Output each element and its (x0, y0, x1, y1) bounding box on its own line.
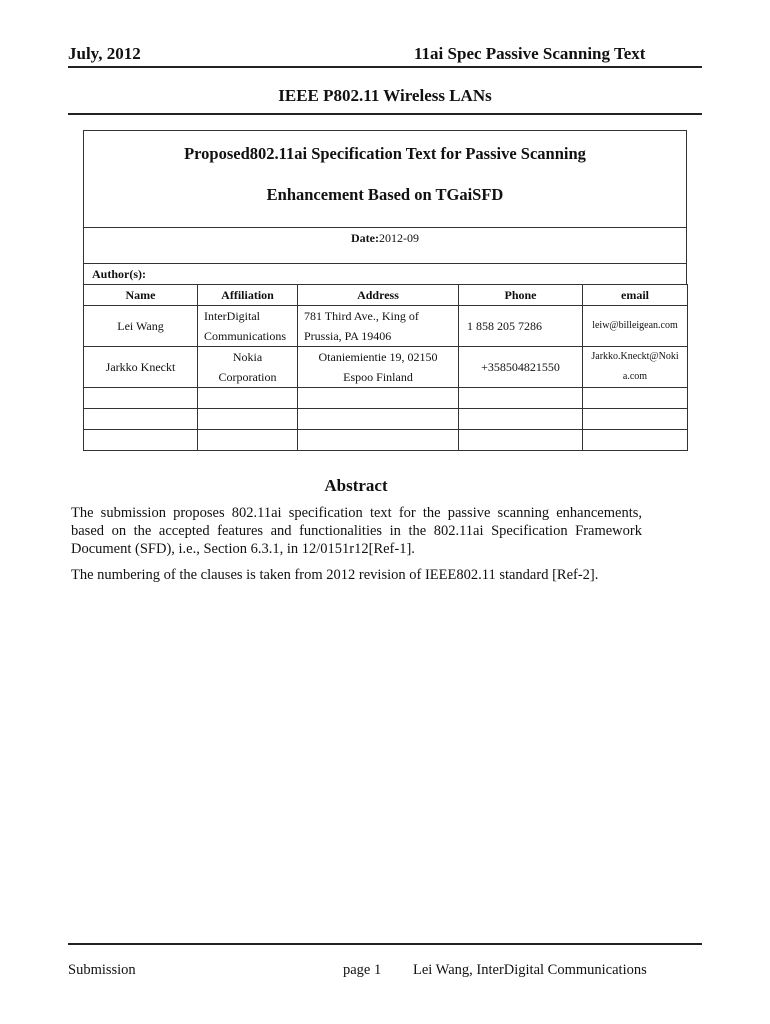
col-header-name: Name (84, 285, 198, 306)
table-row (84, 347, 688, 388)
empty-table-row (84, 409, 688, 430)
footer-divider (68, 943, 702, 945)
author-affiliation (198, 347, 298, 388)
author-affiliation (198, 306, 298, 347)
empty-cell (583, 409, 688, 430)
empty-cell (298, 430, 459, 451)
header-doc-title: 11ai Spec Passive Scanning Text (414, 44, 646, 63)
empty-table-row (84, 388, 688, 409)
date-value: 2012-09 (378, 231, 419, 245)
col-header-email: email (583, 285, 688, 306)
date-label: Date: (351, 231, 379, 245)
document-title-line2: Enhancement Based on TGaiSFD (266, 185, 504, 204)
affiliation-line: InterDigital (204, 309, 260, 323)
author-address (298, 347, 459, 388)
email-line: Jarkko.Kneckt@Noki (591, 351, 679, 362)
organization-divider (68, 113, 702, 115)
empty-cell (198, 430, 298, 451)
address-line: 781 Third Ave., King of (304, 309, 419, 323)
col-header-phone: Phone (459, 285, 583, 306)
empty-cell (198, 388, 298, 409)
footer-author: Lei Wang, InterDigital Communications (413, 962, 647, 978)
date-line (84, 231, 686, 246)
footer-page-number: page 1 (343, 962, 382, 978)
abstract-heading: Abstract (324, 476, 388, 495)
email-line: a.com (622, 371, 648, 382)
organization-title: IEEE P802.11 Wireless LANs (278, 86, 492, 105)
authors-table-header (84, 285, 688, 306)
date-block (83, 227, 687, 264)
author-address (298, 306, 459, 347)
header-date: July, 2012 (68, 44, 141, 63)
author-email[interactable] (583, 347, 688, 388)
abstract-paragraph-1: The submission proposes 802.11ai specification text for the passive scanning enhancements, based on the accepted features and functionalities in the 802.11ai Specification Framework Document (SFD), i.e., Section 6.3.1, in 12/0151r12[Ref-1]. (71, 505, 642, 557)
affiliation-line: Nokia (232, 350, 263, 364)
empty-cell (583, 430, 688, 451)
empty-cell (198, 409, 298, 430)
affiliation-line: Corporation (218, 370, 277, 384)
document-title-line1: Proposed802.11ai Specification Text for Passive Scanning (184, 144, 586, 163)
address-line: Otaniemientie 19, 02150 (318, 350, 438, 364)
author-name: Lei Wang (84, 306, 198, 347)
empty-cell (459, 409, 583, 430)
affiliation-line: Communications (204, 329, 286, 343)
empty-cell (84, 388, 198, 409)
address-line: Prussia, PA 19406 (304, 329, 392, 343)
author-name: Jarkko Kneckt (84, 347, 198, 388)
abstract-paragraph-2: The numbering of the clauses is taken from 2012 revision of IEEE802.11 standard [Ref-2]. (71, 567, 599, 583)
author-phone: +358504821550 (459, 347, 583, 388)
empty-cell (84, 409, 198, 430)
address-line: Espoo Finland (343, 370, 413, 384)
title-block (83, 130, 687, 228)
author-phone: 1 858 205 7286 (459, 306, 583, 347)
footer-submission: Submission (68, 962, 136, 978)
authors-label: Author(s): (92, 267, 146, 281)
empty-cell (84, 430, 198, 451)
table-row (84, 306, 688, 347)
empty-cell (583, 388, 688, 409)
authors-label-block (83, 263, 687, 285)
col-header-affiliation: Affiliation (198, 285, 298, 306)
authors-table (83, 284, 688, 451)
header-divider (68, 66, 702, 68)
empty-cell (298, 409, 459, 430)
col-header-address: Address (298, 285, 459, 306)
empty-table-row (84, 430, 688, 451)
empty-cell (459, 388, 583, 409)
empty-cell (459, 430, 583, 451)
empty-cell (298, 388, 459, 409)
author-email[interactable]: leiw@billeigean.com (583, 306, 688, 347)
